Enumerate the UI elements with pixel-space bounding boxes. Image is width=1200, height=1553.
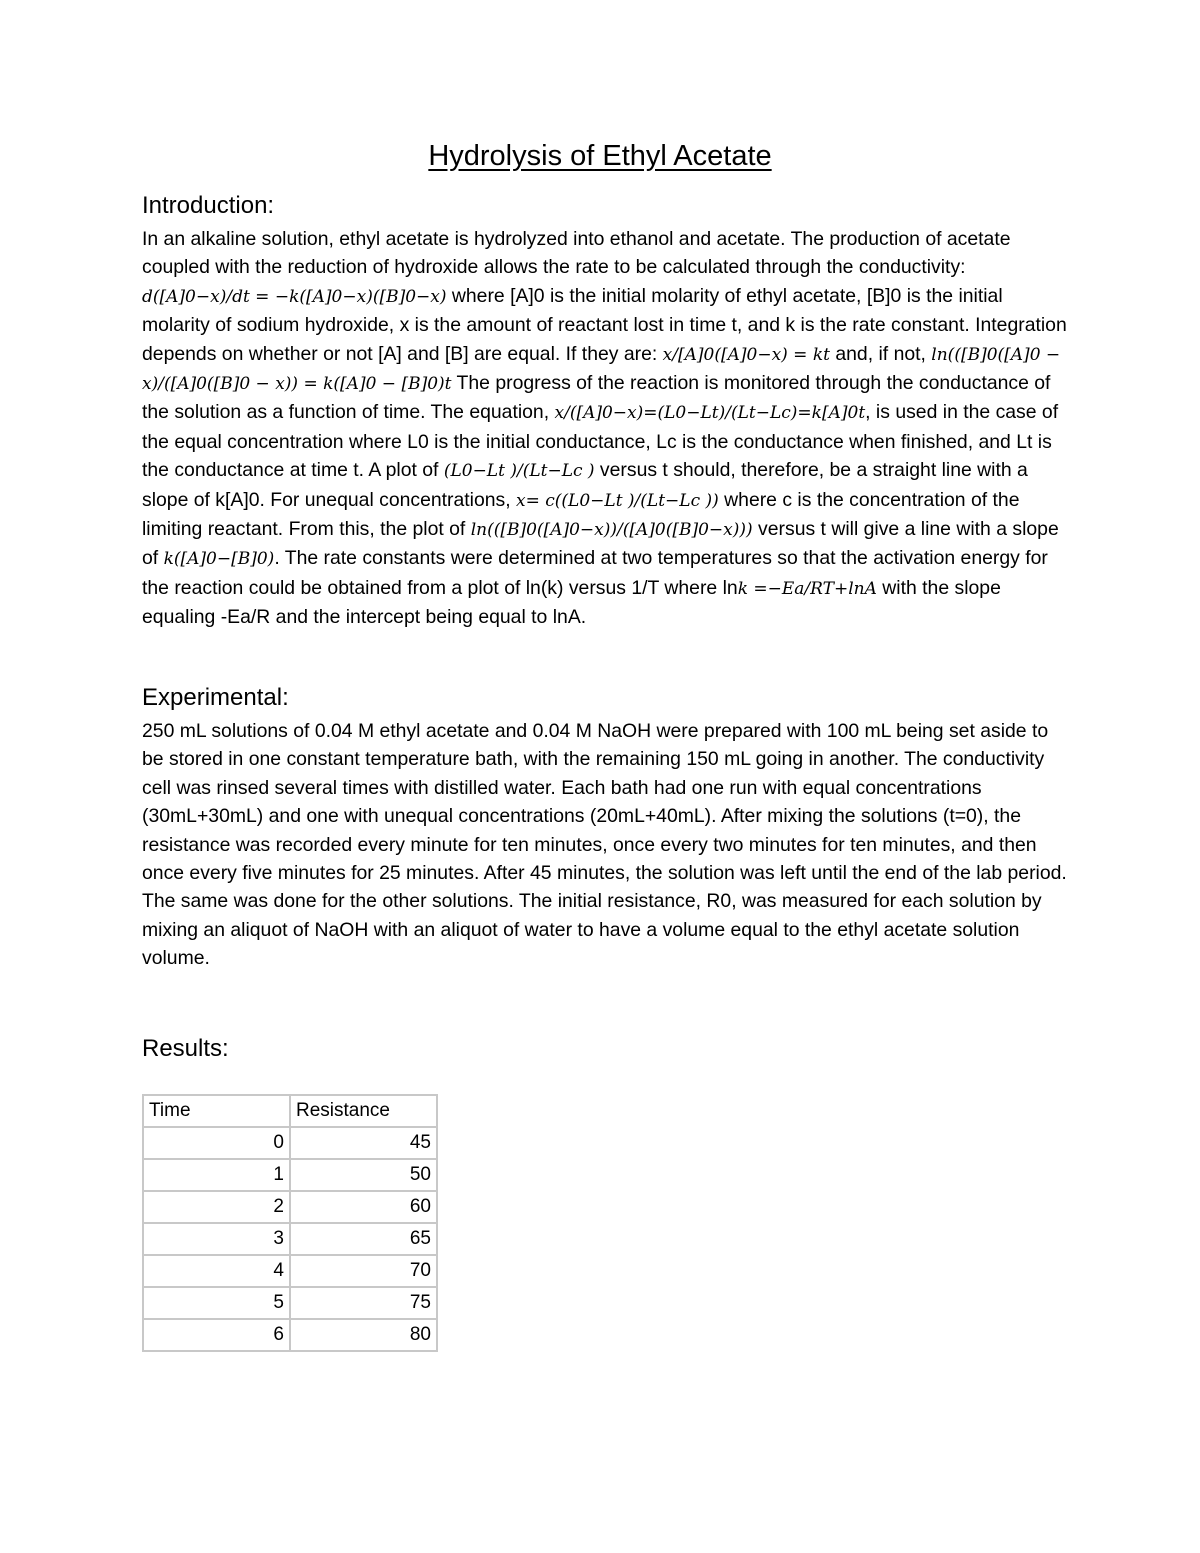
- ln-k-symbol: k: [737, 578, 748, 599]
- time-cell: 0: [143, 1127, 290, 1159]
- time-column-header: Time: [143, 1095, 290, 1127]
- time-cell: 3: [143, 1223, 290, 1255]
- resistance-cell: 70: [290, 1255, 437, 1287]
- experimental-paragraph: 250 mL solutions of 0.04 M ethyl acetate and 0.04 M NaOH were prepared with 100 mL being set aside to be stored in one constant temperature bath, with the remaining 150 mL going in another. The conductivity cell was rinsed several times with distilled water. Each bath had one run with equal concentrations (30mL+30mL) and one with unequal concentrations (20mL+40mL). After mixing the solutions (t=0), the resistance was recorded every minute for ten minutes, once every two minutes for ten minutes, and then once every five minutes for 25 minutes. After 45 minutes, the solution was left until the end of the lab period. The same was done for the other solutions. The initial resistance, R0, was measured for each solution by mixing an aliquot of NaOH with an aliquot of water to have a volume equal to the ethyl acetate solution volume.: [142, 720, 1067, 970]
- table-row: [143, 1127, 437, 1159]
- resistance-cell: 60: [290, 1191, 437, 1223]
- unequal-conc-integrated-equation: ln(([B]0([A]0 − x)/([A]0([B]0 − x)) = k([A]0 − [B]0)t: [142, 344, 1061, 395]
- intro-text-segment: , is used in the case of the equal concentration where L0 is the initial conductance, Lc is the conductance when finished, and Lt is the conductance at time t. A plot of: [142, 401, 1059, 482]
- table-row: [143, 1255, 437, 1287]
- arrhenius-equation: =−Ea/RT+lnA: [753, 578, 877, 599]
- table-row: [143, 1223, 437, 1255]
- document-title: Hydrolysis of Ethyl Acetate: [428, 140, 772, 172]
- equal-conc-integrated-equation: x/[A]0([A]0−x) = kt: [662, 344, 830, 365]
- intro-text-segment: In an alkaline solution, ethyl acetate is hydrolyzed into ethanol and acetate. The production of acetate coupled with the reduction of hydroxide allows the rate to be calculated through the conductivity:: [142, 228, 1011, 279]
- intro-text-segment: versus t should, therefore, be a straight line with a slope of k[A]0. For unequal concentrations,: [142, 459, 1028, 511]
- conductance-equation: x/([A]0−x)=(L0−Lt)/(Lt−Lc)=k[A]0t: [554, 403, 866, 424]
- resistance-cell: 45: [290, 1127, 437, 1159]
- table-row: [143, 1159, 437, 1191]
- results-heading: Results:: [142, 1035, 229, 1062]
- intro-text-segment: with the slope equaling -Ea/R and the intercept being equal to lnA.: [142, 576, 1001, 629]
- experimental-heading: Experimental:: [142, 684, 289, 711]
- intro-text-segment: where [A]0 is the initial molarity of ethyl acetate, [B]0 is the initial molarity of sodium hydroxide, x is the amount of reactant lost in time t, and k is the rate constant. Integration depends on whether or not [A] and [B] are equal. If they are:: [142, 284, 1067, 365]
- intro-text-segment: . The rate constants were determined at two temperatures so that the activation energy for the reaction could be obtained from a plot of ln(k) versus 1/T where ln: [142, 547, 1048, 599]
- table-row: [143, 1287, 437, 1319]
- resistance-cell: 75: [290, 1287, 437, 1319]
- time-cell: 5: [143, 1287, 290, 1319]
- unequal-plot-expression: ln(([B]0([A]0−x))/([A]0([B]0−x))): [470, 520, 753, 541]
- resistance-cell: 65: [290, 1223, 437, 1255]
- time-cell: 2: [143, 1191, 290, 1223]
- intro-text-segment: The progress of the reaction is monitored through the conductance of the solution as a function of time. The equation,: [142, 372, 1051, 424]
- table-row: [143, 1191, 437, 1223]
- time-cell: 4: [143, 1255, 290, 1287]
- time-cell: 1: [143, 1159, 290, 1191]
- unequal-slope-expression: k([A]0−[B]0): [163, 549, 275, 570]
- introduction-paragraph: [142, 225, 1072, 632]
- resistance-cell: 50: [290, 1159, 437, 1191]
- introduction-heading: Introduction:: [142, 192, 275, 219]
- intro-text-segment: where c is the concentration of the limiting reactant. From this, the plot of: [142, 488, 1020, 541]
- intro-text-segment: and, if not,: [829, 342, 932, 365]
- results-table: [142, 1094, 438, 1352]
- resistance-cell: 80: [290, 1319, 437, 1351]
- unequal-x-equation: x= c((L0−Lt )/(Lt−Lc )): [516, 490, 719, 511]
- rate-law-equation: d([A]0−x)/dt = −k([A]0−x)([B]0−x): [142, 286, 447, 307]
- time-cell: 6: [143, 1319, 290, 1351]
- conductance-ratio-expression: (L0−Lt )/(Lt−Lc ): [443, 461, 595, 482]
- intro-text-segment: versus t will give a line with a slope of: [142, 518, 1059, 570]
- resistance-column-header: Resistance: [290, 1095, 437, 1127]
- table-header-row: [143, 1095, 437, 1127]
- table-row: [143, 1319, 437, 1351]
